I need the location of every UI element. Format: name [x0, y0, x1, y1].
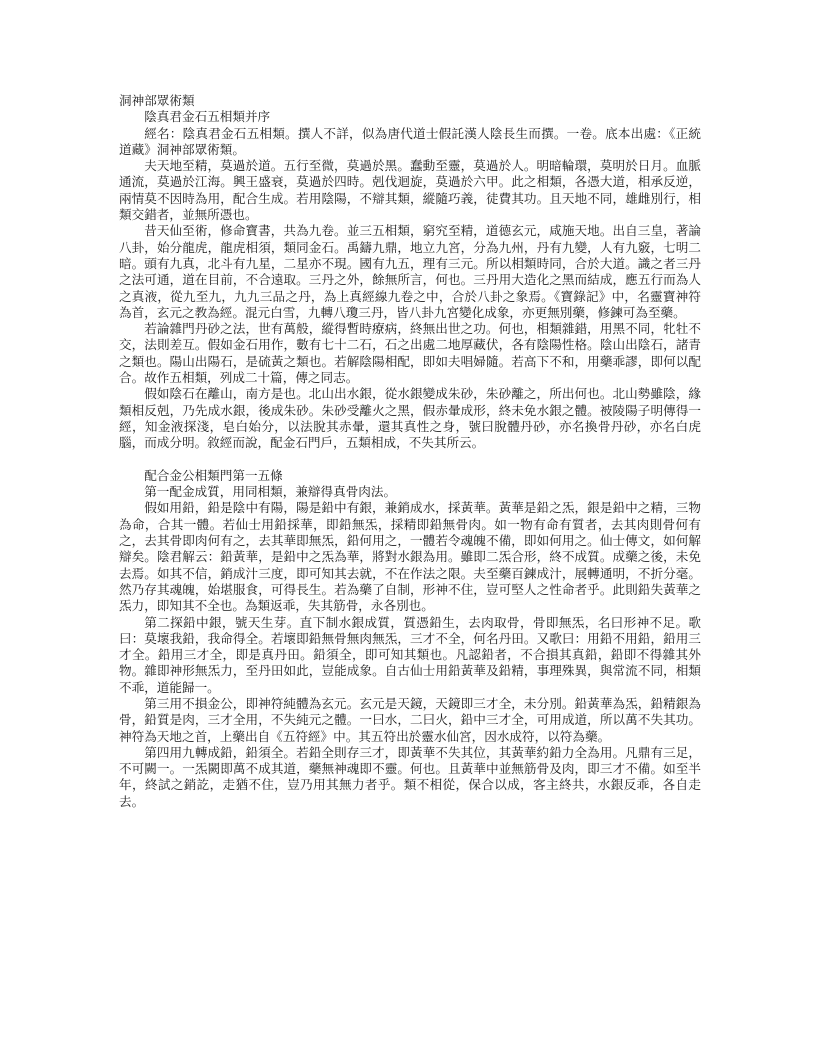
document-body [119, 93, 701, 810]
colophon: 經名：陰真君金石五相類。撰人不詳，似為唐代道士假託漢人陰長生而撰。一卷。底本出處：《正統道藏》洞神部眾術類。 [119, 125, 701, 157]
section-1-body: 假如用鉛，鉛是陰中有陽，陽是鉛中有銀，兼銷成水，採黃華。黃華是鉛之炁，銀是鉛中之精，三物為命，合其一體。若仙士用鉛採華，即鉛無炁，採精即鉛無骨肉。如一物有命有質者，去其肉則骨何有之，去其骨即肉何有之，去其華即無炁，鉛何用之，一體若令魂魄不備，即如何用之。仙士傳文，如何解辯矣。陰君解云：鉛黃華，是鉛中之炁為華，將對水銀為用。雖即二炁合形，終不成質。成藥之後，未免去焉。如其不信，銷成汁三度，即可知其去就，不在作法之限。夫至藥百鍊成汁，展轉通明，不折分毫。然乃存其魂魄，始堪服食，可得長生。若為藥了自制，形神不住，豈可堅人之性命者乎。此則鉛失黃華之炁力，即知其不全也。為類返乖，失其筋骨，永各別也。 [119, 500, 701, 614]
document-title: 陰真君金石五相類并序 [144, 109, 271, 125]
section-3-body: 第三用不損金公，即神符純體為玄元。玄元是天鏡，天鏡即三才全，未分別。鉛黃華為炁，鉛精銀為骨，鉛質是肉，三才全用，不失純元之體。一曰水，二曰火，鉛中三才全，可用成道，所以萬不失其功。神符為天地之首，上藥出自《五符經》中。其五符出於靈水仙宮，因水成符，以符為藥。 [119, 695, 701, 744]
section-1-lead: 第一配金成質，用同相類，兼辯得真骨肉法。 [144, 484, 397, 500]
collection-heading: 洞神部眾術類 [119, 93, 195, 108]
preface-paragraph-1: 夫天地至精，莫過於道。五行至微，莫過於黑。蠢動至靈，莫過於人。明暗輪環，莫明於日月。血脈通流，莫過於江海。興王盛衰，莫過於四時。剋伐迴旋，莫過於六甲。此之相類，各憑大道，相承反逆，兩情莫不因時為用，配合生成。若用陰陽，不辯其類，縱隨巧義，徒費其功。且天地不同，雄雌別行，相類交錯者，並無所憑也。 [119, 158, 701, 223]
preface-paragraph-3: 若論雜門丹砂之法，世有萬般，縱得暫時療病，終無出世之功。何也，相類雜錯，用黑不同，牝牡不交，法則差互。假如金石用作，數有七十二石，石之出處二地厚藏伏，各有陰陽性格。陰山出陰石，諸青之類也。陽山出陽石，是硫黃之類也。若解陰陽相配，即如夫唱婦隨。若高下不和，用藥乖謬，即何以配合。故作五相類，列成二十篇，傳之同志。 [119, 321, 701, 386]
section-2-body: 第二探鉛中銀，號天生芽。直下制水銀成質，質憑鉛生，去肉取骨，骨即無炁，名曰形神不足。歌曰：莫壞我鉛，我命得全。若壞即鉛無骨無肉無炁，三才不全，何名丹田。又歌曰：用鉛不用鉛，鉛用三才全。鉛用三才全，即是真丹田。鉛須全，即可知其類也。凡認鉛者，不合損其真鉛，鉛即不得雜其外物。雜即神形無炁力，至丹田如此，豈能成象。自古仙士用鉛黃華及鉛精，事理殊異，與常流不同，相類不乖，道能歸一。 [119, 614, 701, 695]
section-4-body: 第四用九轉成鉛，鉛須全。若鉛全則存三才，即黃華不失其位，其黃華約鉛力全為用。凡鼎有三足，不可闕一。一炁闕即萬不成其道，藥無神魂即不靈。何也。且黃華中並無筋骨及肉，即三才不備。如至半年，終試之銷訖，走猶不住，豈乃用其無力者乎。類不相從，保合以成，客主終共，水銀反乖，各自走去。 [119, 744, 701, 809]
preface-paragraph-2: 昔天仙至術，修命寶書，共為九卷。並三五相類，窮究至精，道德玄元，咸施天地。出自三皇，著論八卦，始分龍虎，龍虎相須，類同金石。禹鑄九鼎，地立九宮，分為九州，丹有九變，人有九竅，七明二暗。頭有九真，北斗有九星，二星亦不現。國有九五，理有三元。所以相類時同，合於大道。識之者三丹之法可通，道在目前，不合遠取。三丹之外，餘無所言，何也。三丹用大造化之黑而結成，應五行而為人之真液，從九至九，九九三品之丹，為上真經線九卷之中，合於八卦之象焉。《寶錄記》中，名靈寶神符為首，玄元之教為經。混元白雪，九轉八瓊三丹，皆八卦九宮變化成象，亦更無別藥，修鍊可為至藥。 [119, 223, 701, 320]
section-heading: 配合金公相類門第一五條 [144, 467, 283, 483]
section-gap [119, 452, 701, 468]
preface-paragraph-4: 假如陰石在離山，南方是也。北山出水銀，從水銀變成朱砂，朱砂離之，所出何也。北山勢雖陰，緣類相反剋，乃先成水銀，後成朱砂。朱砂受離火之黑，假赤暈成形，終未免水銀之體。被陵陽子明傳得一經，知金液探淺，皂白始分，以法脫其赤暈，還其真性之身，號曰脫體丹砂，亦名換骨丹砂，亦名白虎腦，而成分明。敘經而說，配金石門戶，五類相成，不失其所云。 [119, 386, 701, 451]
